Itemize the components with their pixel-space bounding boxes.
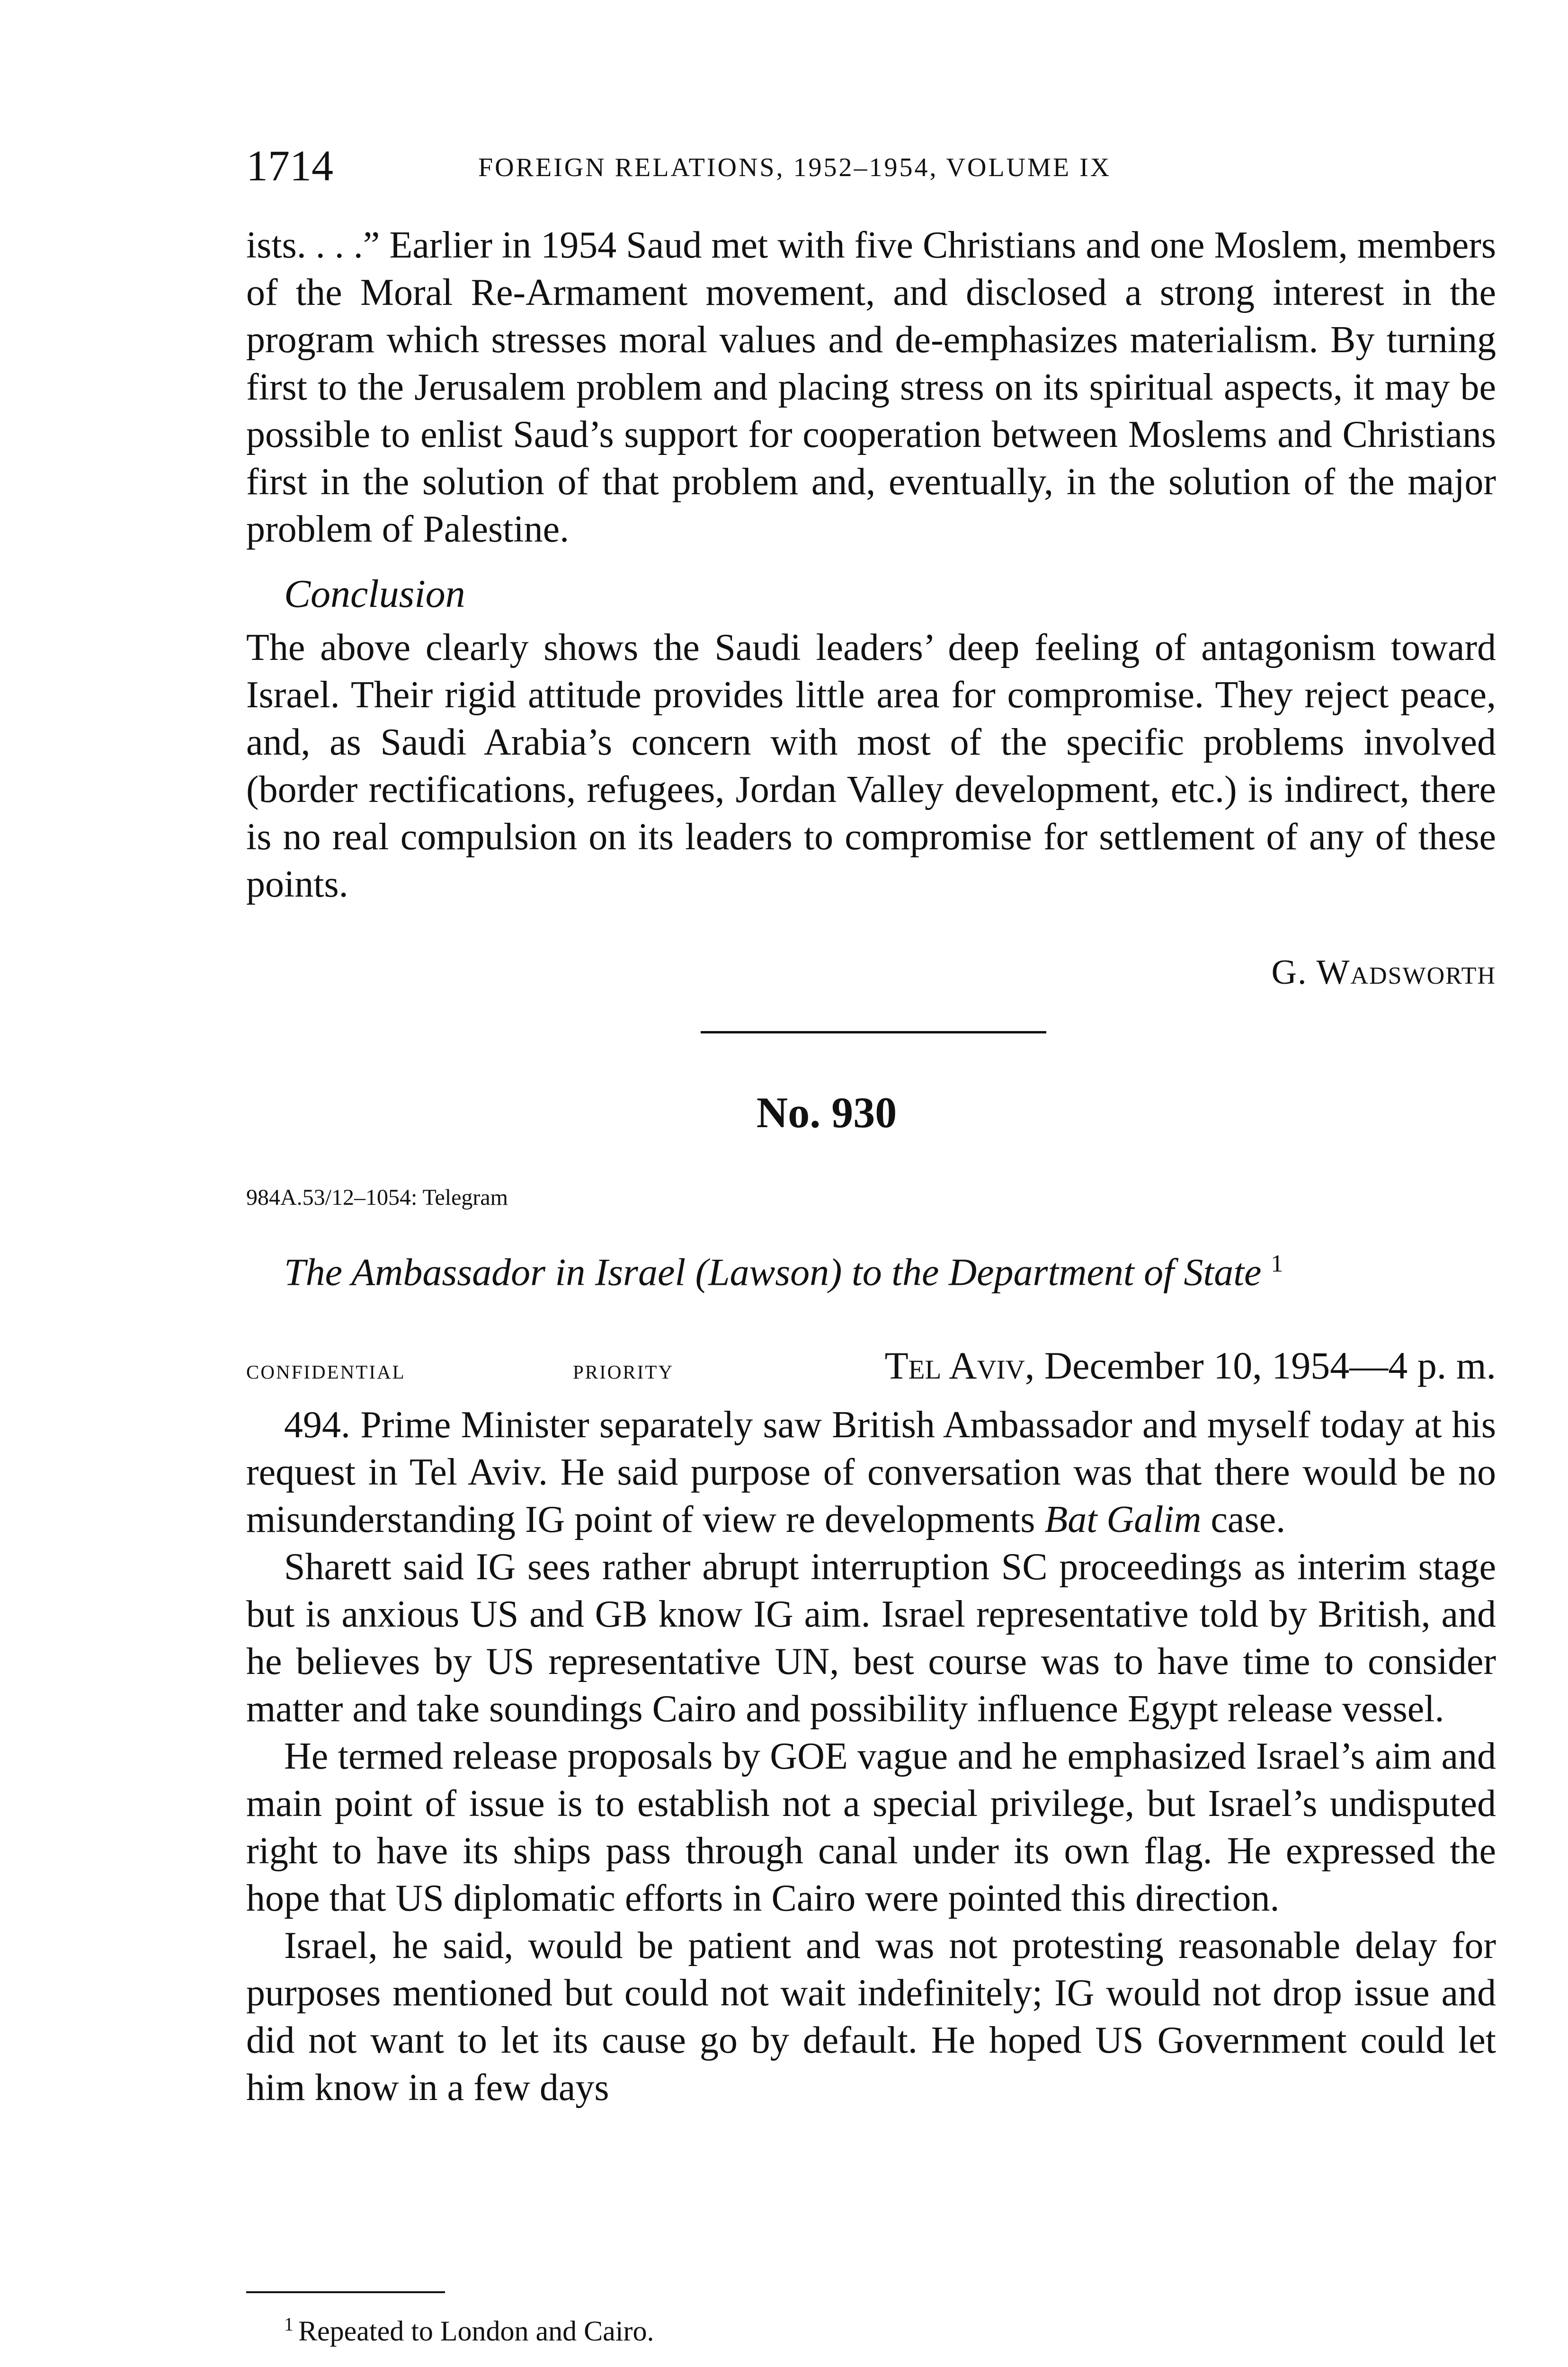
telegram-paragraph-4: Israel, he said, would be patient and was not protesting reasonable delay for purposes mentioned but could not wait indefinitely; IG would not drop issue and did not want to let its cause go by default. He hoped US Government could let him know in a few days <box>246 1925 1496 2109</box>
section-separator <box>701 1031 1046 1033</box>
page-header <box>246 137 1496 194</box>
footnote-text: Repeated to London and Cairo. <box>298 2315 654 2347</box>
dateline <box>885 1340 1496 1392</box>
footnote <box>284 2301 654 2355</box>
classification-line <box>246 1340 1496 1392</box>
telegram-paragraph-2: Sharett said IG sees rather abrupt interruption SC proceedings as interim stage but is anxious US and GB know IG aim. Israel representative told by British, and he believes by US representative UN, best course was to have time to consider matter and take soundings Cairo and possibility influence Egypt release vessel. <box>246 1546 1496 1730</box>
page-number: 1714 <box>246 142 333 190</box>
file-reference: 984A.53/12–1054: Telegram <box>246 1185 508 1210</box>
dateline-place: Tel Aviv, <box>884 1344 1035 1387</box>
running-head: FOREIGN RELATIONS, 1952–1954, VOLUME IX <box>478 153 1112 182</box>
footnote-marker: 1 <box>284 2314 294 2335</box>
document-title-text: The Ambassador in Israel (Lawson) to the Department of State <box>284 1250 1262 1294</box>
signature: G. Wadsworth <box>1271 953 1496 992</box>
document-title <box>284 1236 1283 1300</box>
telegram-p1-after: case. <box>1201 1499 1286 1540</box>
telegram-paragraph-3: He termed release proposals by GOE vague and he emphasized Israel’s aim and main point of issue is to establish not a special privilege, but Israel’s undisputed right to have its ships pass through canal under its own flag. He expressed the hope that US diplomatic efforts in Cairo were pointed this direction. <box>246 1735 1496 1919</box>
precedence-label: priority <box>573 1354 674 1385</box>
document-number: No. 930 <box>756 1088 897 1137</box>
conclusion-block <box>246 624 1496 908</box>
continuation-block <box>246 222 1496 553</box>
telegram-p1-italic: Bat Galim <box>1044 1499 1202 1540</box>
footnote-rule <box>246 2291 445 2293</box>
conclusion-paragraph: The above clearly shows the Saudi leaders’ deep feeling of antagonism toward Israel. Their rigid attitude provides little area for compromise. They reject peace, and, as Saudi Arabia’s concern with most of the specific problems involved (border rectifications, refugees, Jordan Valley development, etc.) is indirect, there is no real compulsion on its leaders to compromise for settlement of any of these points. <box>246 627 1496 905</box>
telegram-paragraph-1 <box>246 1401 1496 1543</box>
conclusion-heading: Conclusion <box>284 572 465 616</box>
title-footnote-marker: 1 <box>1271 1250 1283 1277</box>
classification-label: confidential <box>246 1354 406 1385</box>
dateline-date: December 10, 1954—4 p. m. <box>1034 1344 1496 1387</box>
continuation-paragraph: ists. . . .” Earlier in 1954 Saud met with five Christians and one Moslem, members of the Moral Re-Armament movement, and disclosed a strong interest in the program which stresses moral values and de-emphasizes materialism. By turning first to the Jerusalem problem and placing stress on its spiritual aspects, it may be possible to enlist Saud’s support for cooperation between Moslems and Christians first in the solution of that problem and, eventually, in the solution of the major problem of Palestine. <box>246 224 1496 550</box>
telegram-body <box>246 1401 1496 2111</box>
telegram-p1-before: 494. Prime Minister separately saw British Ambassador and myself today at his request in Tel Aviv. He said purpose of conversation was that there would be no misunderstanding IG point of view re developments <box>246 1404 1496 1540</box>
